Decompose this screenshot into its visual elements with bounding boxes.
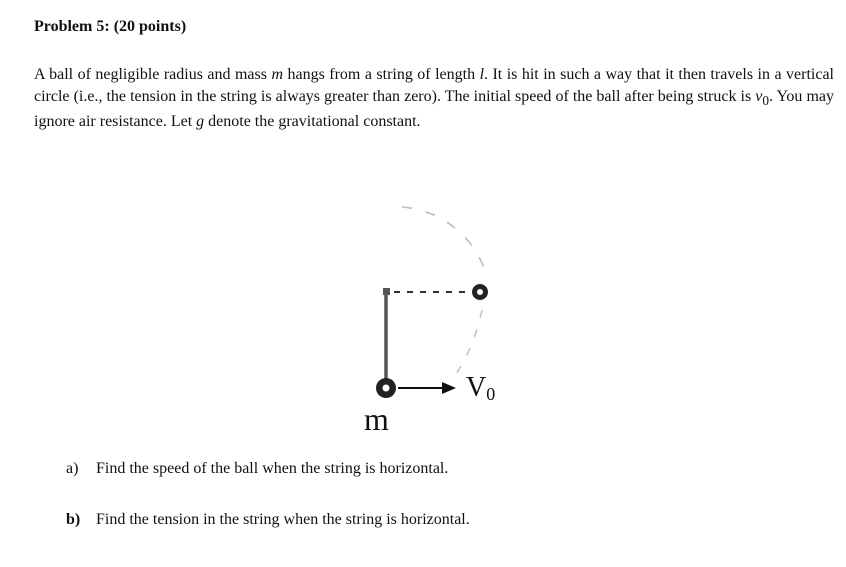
question-b-label: b): [66, 511, 81, 528]
mass-label: m: [364, 401, 389, 437]
question-b-text: Find the tension in the string when the string is horizontal.: [96, 511, 470, 528]
ball-bottom-highlight: [383, 385, 390, 392]
velocity-arrow-head: [442, 382, 456, 394]
speed-symbol: v: [755, 87, 763, 105]
problem-statement: [34, 64, 834, 133]
question-a: [66, 460, 448, 478]
pendulum-diagram: [340, 190, 540, 440]
pivot-point: [383, 288, 390, 295]
problem-title: Problem 5: (20 points): [34, 18, 187, 35]
velocity-label: V0: [466, 372, 496, 404]
length-symbol: l: [479, 66, 485, 83]
text-part-1: A ball of negligible radius and mass: [34, 66, 272, 83]
velocity-subscript: 0: [486, 384, 496, 404]
circular-path-arc: [402, 207, 484, 268]
text-part-5: denote the gravitational constant.: [204, 113, 421, 131]
mass-symbol: m: [271, 66, 283, 83]
question-a-text: Find the speed of the ball when the string is horizontal.: [96, 460, 449, 477]
text-part-2: hangs from a string of length: [283, 66, 480, 83]
text-part-4: . You may ignore air resistance. Let: [34, 87, 835, 131]
question-b: [66, 511, 470, 529]
gravity-symbol: g: [196, 113, 205, 131]
speed-subscript: 0: [762, 92, 770, 108]
ball-horizontal-highlight: [477, 289, 483, 295]
text-part-3: . It is hit in such a way that it then travels in a vertical circle (i.e., the tension in the string is always greater than zero). The initial speed of the ball after being struck is: [34, 66, 834, 105]
question-a-label: a): [66, 460, 79, 477]
